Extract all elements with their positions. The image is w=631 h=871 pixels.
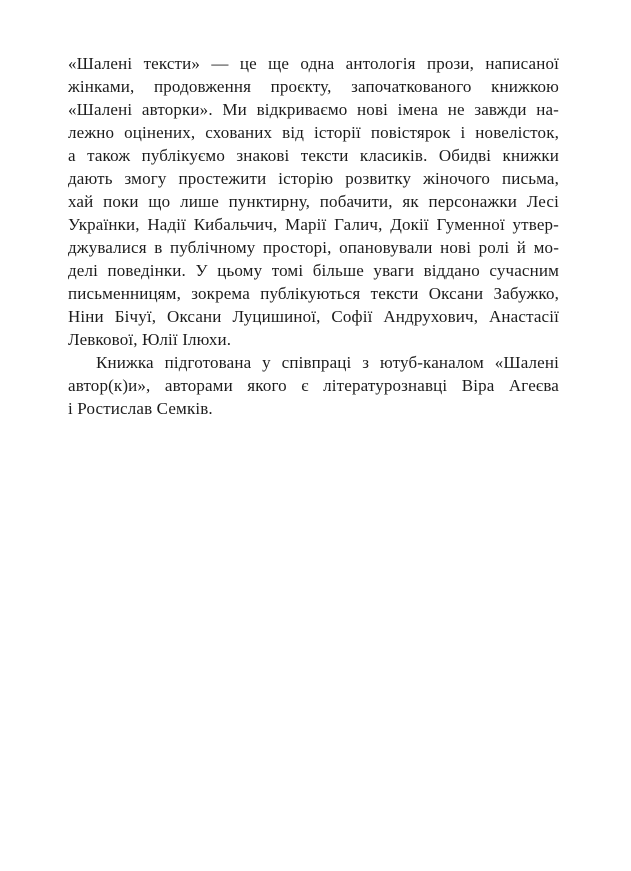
text-line: Українки, Надії Кибальчич, Марії Галич, Докії Гуменної утвер-: [68, 215, 559, 234]
text-line-paragraph-start: Книжка підготована у співпраці з ютуб-каналом «Шалені: [96, 353, 559, 372]
text-line: лежно оцінених, схованих від історії повістярок і новелісток,: [68, 123, 559, 142]
text-line: «Шалені тексти» — це ще одна антологія прози, написаної: [68, 54, 559, 73]
text-line: автор(к)и», авторами якого є літературознавці Віра Агеєва: [68, 376, 559, 395]
text-line: письменницям, зокрема публікуються тексти Оксани Забужко,: [68, 284, 559, 303]
text-line: Ніни Бічуї, Оксани Луцишиної, Софії Андрухович, Анастасії: [68, 307, 559, 326]
text-line: а також публікуємо знакові тексти класиків. Обидві книжки: [68, 146, 559, 165]
text-line: делі поведінки. У цьому томі більше уваги віддано сучасним: [68, 261, 559, 280]
text-line: дають змогу простежити історію розвитку жіночого письма,: [68, 169, 559, 188]
text-line: «Шалені авторки». Ми відкриваємо нові імена не завжди на-: [68, 100, 559, 119]
text-line: хай поки що лише пунктирну, побачити, як персонажки Лесі: [68, 192, 559, 211]
annotation-text-block: [68, 52, 559, 420]
text-line-paragraph-end: і Ростислав Семків.: [68, 399, 213, 418]
text-line: жінками, продовження проєкту, започаткованого книжкою: [68, 77, 559, 96]
text-line-paragraph-end: Левкової, Юлії Ілюхи.: [68, 330, 232, 349]
text-line: джувалися в публічному просторі, опановували нові ролі й мо-: [68, 238, 559, 257]
